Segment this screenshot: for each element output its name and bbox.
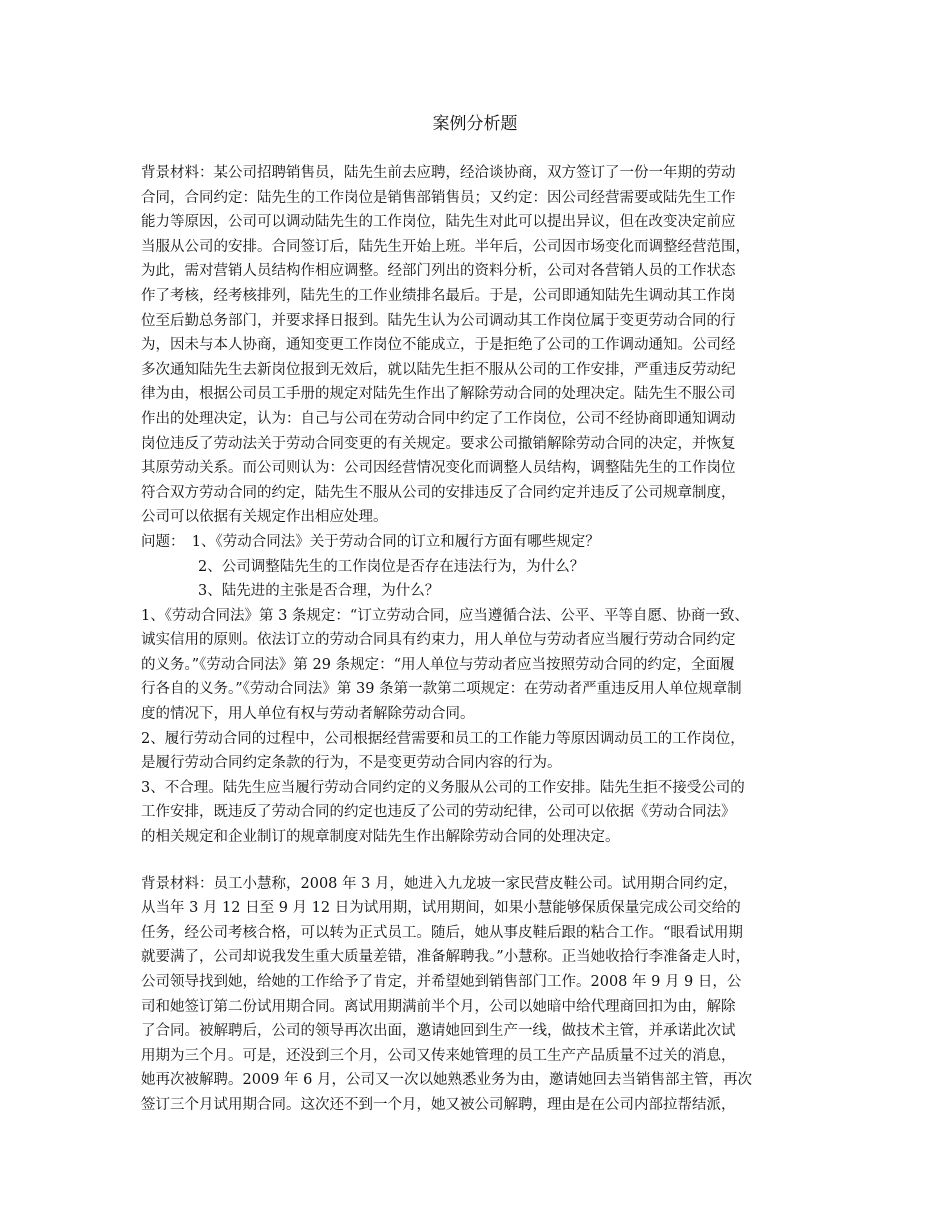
question-line: 2、公司调整陆先生的工作岗位是否存在违法行为，为什么？ <box>198 558 585 575</box>
paragraph-gap <box>141 850 811 872</box>
text-line: 位至后勤总务部门，并要求择日报到。陆先生认为公司调动其工作岗位属于变更劳动合同的行 <box>141 312 736 329</box>
text-line: 符合双方劳动合同的约定，陆先生不服从公司的安排违反了合同约定并违反了公司规章制度， <box>141 484 736 501</box>
answer-line: 1、《劳动合同法》第 3 条规定：“订立劳动合同，应当遵循合法、公平、平等自愿、协商一致、 <box>141 607 749 624</box>
answers <box>141 604 811 850</box>
text-line: 签订三个月试用期合同。这次还不到一个月，她又被公司解聘，理由是在公司内部拉帮结派， <box>141 1096 736 1113</box>
answer-line: 行各自的义务。”《劳动合同法》第 39 条第一款第二项规定：在劳动者严重违反用人单位规章制 <box>141 681 742 698</box>
answer-line: 2、履行劳动合同的过程中，公司根据经营需要和员工的工作能力等原因调动员工的工作岗位， <box>141 730 745 747</box>
document-title: 案例分析题 <box>432 114 518 134</box>
text-line: 为，因未与本人协商，通知变更工作岗位不能成立，于是拒绝了公司的工作调动通知。公司经 <box>141 337 736 354</box>
case-one <box>141 161 811 530</box>
text-line: 合同，合同约定：陆先生的工作岗位是销售部销售员；又约定：因公司经营需要或陆先生工作 <box>141 189 736 206</box>
text-line: 从当年 3 月 12 日至 9 月 12 日为试用期，试用期间，如果小慧能够保质保量完成公司交给的 <box>141 900 741 917</box>
question-line: 3、陆先进的主张是否合理，为什么？ <box>198 583 440 600</box>
text-line: 了合同。被解聘后，公司的领导再次出面，邀请她回到生产一线，做技术主管，并承诺此次试 <box>141 1023 736 1040</box>
text-line: 其原劳动关系。而公司则认为：公司因经营情况变化而调整人员结构，调整陆先生的工作岗位 <box>141 460 736 477</box>
text-line: 作出的处理决定，认为：自己与公司在劳动合同中约定了工作岗位，公司不经协商即通知调动 <box>141 410 736 427</box>
text-line: 岗位违反了劳动法关于劳动合同变更的有关规定。要求公司撤销解除劳动合同的决定，并恢复 <box>141 435 736 452</box>
text-line: 她再次被解聘。2009 年 6 月，公司又一次以她熟悉业务为由，邀请她回去当销售部主管，再次 <box>141 1072 752 1089</box>
answer-line: 工作安排，既违反了劳动合同的约定也违反了公司的劳动纪律，公司可以依据《劳动合同法》 <box>141 804 736 821</box>
answer-line: 的相关规定和企业制订的规章制度对陆先生作出解除劳动合同的处理决定。 <box>141 829 620 846</box>
text-line: 就要满了，公司却说我发生重大质量差错，准备解聘我。”小慧称。正当她收拾行李准备走人时， <box>141 949 751 966</box>
text-line: 公司可以依据有关规定作出相应处理。 <box>141 509 388 526</box>
text-line: 为此，需对营销人员结构作相应调整。经部门列出的资料分析，公司对各营销人员的工作状态 <box>141 263 736 280</box>
answer-line: 度的情况下，用人单位有权与劳动者解除劳动合同。 <box>141 706 475 723</box>
text-line: 公司领导找到她，给她的工作给予了肯定，并希望她到销售部门工作。2008 年 9 月 9 日，公 <box>141 974 742 990</box>
text-line: 多次通知陆先生去新岗位报到无效后，就以陆先生拒不服从公司的工作安排，严重违反劳动纪 <box>141 361 736 378</box>
text-line: 背景材料：员工小慧称，2008 年 3 月，她进入九龙坡一家民营皮鞋公司。试用期合同约定， <box>141 875 738 892</box>
questions <box>141 530 811 604</box>
text-line: 能力等原因，公司可以调动陆先生的工作岗位，陆先生对此可以提出异议，但在改变决定前应 <box>141 214 736 231</box>
answer-line: 3、不合理。陆先生应当履行劳动合同约定的义务服从公司的工作安排。陆先生拒不接受公司的 <box>141 779 745 796</box>
document-body <box>141 161 811 1118</box>
answer-line: 诚实信用的原则。依法订立的劳动合同具有约束力，用人单位与劳动者应当履行劳动合同约定 <box>141 632 736 649</box>
text-line: 司和她签订第二份试用期合同。离试用期满前半个月，公司以她暗中给代理商回扣为由，解除 <box>141 998 736 1015</box>
text-line: 律为由，根据公司员工手册的规定对陆先生作出了解除劳动合同的处理决定。陆先生不服公司 <box>141 386 736 403</box>
answer-line: 的义务。”《劳动合同法》第 29 条规定：“用人单位与劳动者应当按照劳动合同的约定，全面履 <box>141 656 735 673</box>
text-line: 当服从公司的安排。合同签订后，陆先生开始上班。半年后，公司因市场变化而调整经营范围， <box>141 238 750 255</box>
text-line: 作了考核，经考核排列，陆先生的工作业绩排名最后。于是，公司即通知陆先生调动其工作岗 <box>141 287 736 304</box>
text-line: 用期为三个月。可是，还没到三个月，公司又传来她管理的员工生产产品质量不过关的消息， <box>141 1047 736 1064</box>
question-line: 问题： 1、《劳动合同法》关于劳动合同的订立和履行方面有哪些规定？ <box>141 533 600 550</box>
answer-line: 是履行劳动合同约定条款的行为，不是变更劳动合同内容的行为。 <box>141 755 562 772</box>
text-line: 任务，经公司考核合格，可以转为正式员工。随后，她从事皮鞋后跟的粘合工作。“眼看试用期 <box>141 924 743 941</box>
text-line: 背景材料：某公司招聘销售员，陆先生前去应聘，经洽谈协商，双方签订了一份一年期的劳动 <box>141 165 736 181</box>
case-two <box>141 872 811 1118</box>
